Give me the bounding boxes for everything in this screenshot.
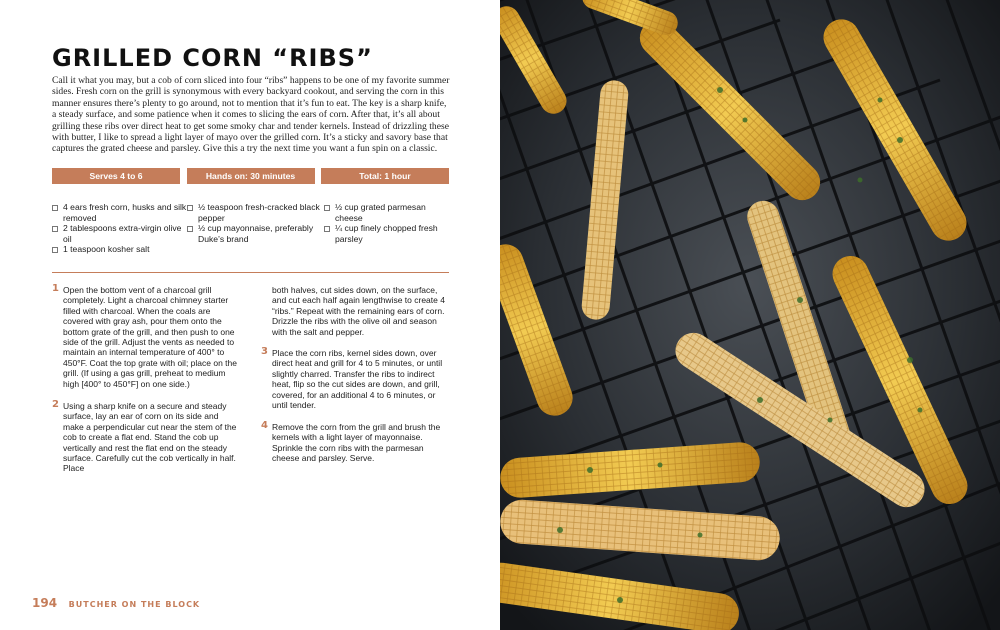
section-divider <box>52 272 449 273</box>
ingredient-item: ½ teaspoon fresh-cracked black pepper <box>187 202 324 223</box>
step-number: 2 <box>52 399 59 410</box>
recipe-title: GRILLED CORN “RIBS” <box>52 44 373 72</box>
page-number: 194 <box>32 596 58 610</box>
ingredient-list <box>52 202 452 255</box>
ingredient-column <box>52 202 187 255</box>
total-time-badge: Total: 1 hour <box>321 168 449 184</box>
step-text: Remove the corn from the grill and brush the kernels with a light layer of mayonnaise. Sprinkle the corn ribs with the parmesan cheese and parsley. Serve. <box>272 422 441 464</box>
step-text: Place the corn ribs, kernel sides down, over direct heat and grill for 4 to 5 minutes, or until slightly charred. Transfer the ribs to indirect heat, flip so the cut sides are down, and grill, covered, for an additional 4 to 6 minutes, or until tender. <box>272 348 443 411</box>
ingredient-column <box>187 202 324 255</box>
hands-on-badge: Hands on: 30 minutes <box>187 168 315 184</box>
grilled-corn-photo <box>500 0 1000 630</box>
ingredient-item: 1 teaspoon kosher salt <box>52 244 187 255</box>
ingredient-item: 2 tablespoons extra-virgin olive oil <box>52 223 187 244</box>
ingredient-item: ½ cup grated parmesan cheese <box>324 202 449 223</box>
recipe-intro: Call it what you may, but a cob of corn sliced into four “ribs” happens to be one of my favorite summer sides. Fresh corn on the grill is synonymous with every backyard cookout, and serving the corn in this manner ensures there’s plenty to go around, not to mention that it’s fun to eat. The key is a sharp knife, a steady surface, and some patience when it comes to slicing the ears of corn. After that, it’s all about grilling these ribs over direct heat to get some smoky char and tender kernels. Instead of drizzling these with butter, I like to spread a light layer of mayo over the grilled corn. It’s a sticky and savory base that captures the grated cheese and parsley. Give this a try the next time you want a fun spin on a classic. <box>52 75 450 155</box>
grill-illustration <box>500 0 1000 630</box>
page-footer <box>32 592 200 611</box>
step-text: both halves, cut sides down, on the surface, and cut each half again lengthwise to create 4 “ribs.” Repeat with the remaining ears of corn. Drizzle the ribs with the olive oil and season with the salt and pepper. <box>272 285 445 337</box>
recipe-info-bar <box>52 168 449 184</box>
step-1 <box>52 285 238 389</box>
step-number: 4 <box>261 420 268 431</box>
step-text: Using a sharp knife on a secure and steady surface, lay an ear of corn on its side and make a perpendicular cut near the stem of the cob to create a flat end. Stand the cob up vertically and rest the flat end on the steady surface. Carefully cut the cob vertically in half. Place <box>63 401 237 474</box>
step-3 <box>261 348 447 410</box>
serves-badge: Serves 4 to 6 <box>52 168 180 184</box>
ingredient-item: ½ cup mayonnaise, preferably Duke’s brand <box>187 223 324 244</box>
step-number: 3 <box>261 346 268 357</box>
step-2 <box>52 401 238 474</box>
ingredient-column <box>324 202 449 255</box>
step-2-continued <box>261 285 447 337</box>
ingredient-item: ¼ cup finely chopped fresh parsley <box>324 223 449 244</box>
step-text: Open the bottom vent of a charcoal grill completely. Light a charcoal chimney starter filled with charcoal. When the coals are covered with gray ash, pour them onto the bottom grate of the grill, and then push to one side of the grill. Adjust the vents as needed to maintain an internal temperature of 400° to 450°F. Coat the top grate with oil; place on the grill. (If using a gas grill, preheat to medium high [400° to 450°F] on one side.) <box>63 285 237 389</box>
step-number: 1 <box>52 283 59 294</box>
book-title: BUTCHER ON THE BLOCK <box>68 600 201 609</box>
ingredient-item: 4 ears fresh corn, husks and silk removed <box>52 202 187 223</box>
step-4 <box>261 422 447 464</box>
